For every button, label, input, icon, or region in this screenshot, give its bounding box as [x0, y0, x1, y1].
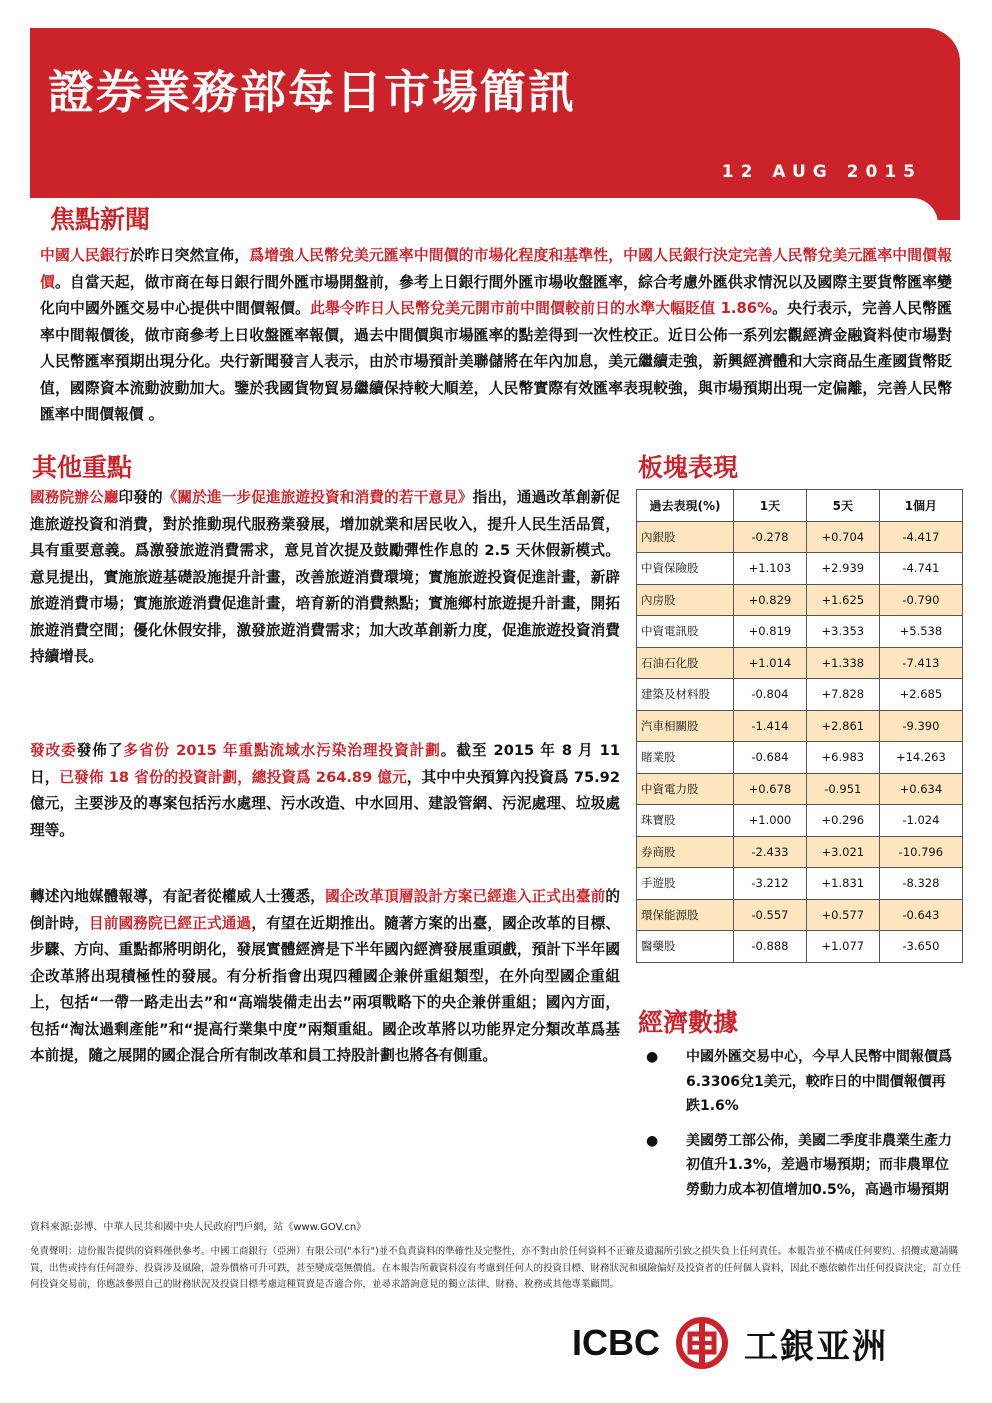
value-1m: +0.634: [879, 773, 962, 805]
paragraph-water-pollution: [30, 738, 620, 844]
value-1d: -0.557: [734, 899, 807, 931]
other-highlights-title: 其他重點: [32, 453, 133, 482]
focus-news-body: [40, 243, 952, 429]
value-1d: +0.819: [734, 616, 807, 648]
value-1d: +1.000: [734, 805, 807, 837]
highlighted-text: 國企改革頂層設計方案已經進入正式出臺前: [325, 888, 606, 905]
table-row: [637, 616, 963, 648]
highlighted-text: 已發佈 18 省份的投資計劃，總投資爲 264.89 億元: [59, 768, 407, 786]
table-row: [637, 899, 963, 931]
body-text: 於昨日突然宣佈，: [129, 247, 250, 264]
highlighted-text: 發改委: [30, 742, 77, 759]
highlighted-text: 此舉令昨日人民幣兌美元開市前中間價較前日的水準大幅貶值 1.86%: [310, 300, 772, 317]
sector-name: 珠寶股: [637, 805, 734, 837]
bullet-icon: ●: [646, 1049, 659, 1065]
focus-tab: [30, 198, 938, 238]
table-row: [637, 931, 963, 963]
value-1m: +5.538: [879, 616, 962, 648]
value-1d: +1.014: [734, 647, 807, 679]
economic-data-list: [640, 1045, 956, 1212]
paragraph-soe-reform: [30, 884, 620, 1070]
value-1d: -0.888: [734, 931, 807, 963]
value-1d: -3.212: [734, 868, 807, 900]
body-text: 印發的: [118, 489, 163, 506]
value-5d: +0.296: [806, 805, 879, 837]
value-1m: -4.417: [879, 521, 962, 553]
value-1d: -0.684: [734, 742, 807, 774]
list-item: [640, 1045, 956, 1119]
value-5d: +1.625: [806, 584, 879, 616]
highlighted-text: 爲增強人民幣兌美元匯率中間價的市場化程度和基準性，中國人民銀行決定完善人民幣兌美元匯率中間價報價: [40, 247, 952, 291]
value-1m: +2.685: [879, 679, 962, 711]
paragraph-tourism: [30, 485, 620, 671]
body-text: ，其中中央預算內投資爲 75.92 億元，主要涉及的專案包括污水處理、污水改造、中水回用、建設管網、污泥處理、垃圾處理等。: [30, 768, 620, 839]
value-1m: -0.790: [879, 584, 962, 616]
value-1m: -3.650: [879, 931, 962, 963]
table-row: [637, 647, 963, 679]
value-5d: +1.831: [806, 868, 879, 900]
value-5d: +3.353: [806, 616, 879, 648]
body-text: ，有望在近期推出。隨著方案的出臺，國企改革的目標、步驟、方向、重點都將明朗化，發展實體經濟是下半年國內經濟發展重頭戲，預計下半年國企改革將出現積極性的發展。有分析指會出現四種國企兼併重組類型，在外向型國企重組上，包括“一帶一路走出去”和“高端裝備走出去”兩項戰略下的央企兼併重組；國內方面，包括“淘汰過剩產能”和“提高行業集中度”兩類重組。國企改革將以功能界定分類改革爲基本前提，隨之展開的國企混合所有制改革和員工持股計劃也將各有側重。: [30, 914, 620, 1064]
bullet-icon: ●: [646, 1132, 659, 1149]
sector-performance-title: 板塊表現: [638, 453, 739, 482]
value-5d: +7.828: [806, 679, 879, 711]
body-text: 指出，通過改革創新促進旅遊投資和消費，對於推動現代服務業發展，增加就業和居民收入，提升人民生活品質，具有重要意義。爲激發旅遊消費需求，意見首次提及鼓勵彈性作息的 2.5 天休假新模式。意見提出，實施旅遊基礎設施提升計畫，改善旅遊消費環境；實施旅遊投資促進計畫，新辟旅遊消費市場；實施旅遊消費促進計畫，培育新的消費熱點；實施鄉村旅遊提升計畫，開拓旅遊消費空間；優化休假安排，激發旅遊消費需求；加大改革創新力度，促進旅遊投資消費持續增長。: [30, 489, 620, 665]
value-1m: +14.263: [879, 742, 962, 774]
value-1m: -1.024: [879, 805, 962, 837]
page-title: 證券業務部每日市場簡訊: [48, 65, 576, 119]
value-1d: -0.804: [734, 679, 807, 711]
sector-name: 中資電訊股: [637, 616, 734, 648]
header-1d: 1天: [734, 490, 807, 522]
value-1m: -9.390: [879, 710, 962, 742]
sector-name: 券商股: [637, 836, 734, 868]
value-5d: +2.861: [806, 710, 879, 742]
value-5d: +1.077: [806, 931, 879, 963]
value-5d: +0.704: [806, 521, 879, 553]
value-1m: -8.328: [879, 868, 962, 900]
body-text: 轉述內地媒體報導，有記者從權威人士獲悉，: [30, 888, 326, 905]
value-5d: +2.939: [806, 553, 879, 585]
list-item: [640, 1129, 956, 1203]
sector-name: 醫藥股: [637, 931, 734, 963]
value-5d: +6.983: [806, 742, 879, 774]
data-source: 資料來源:彭博、中華人民共和國中央人民政府門戶網，站《www.GOV.cn》: [30, 1222, 367, 1233]
table-row: [637, 521, 963, 553]
icbc-emblem-icon: [674, 1315, 730, 1371]
sector-name: 手遊股: [637, 868, 734, 900]
table-row: [637, 679, 963, 711]
sector-name: 汽車相關股: [637, 710, 734, 742]
table-header-row: [637, 490, 963, 522]
disclaimer: 免責聲明：這份報告提供的資料僅供參考。中國工商銀行（亞洲）有限公司("本行")並不負責資料的準確性及完整性，亦不對由於任何資料不正確及遺漏所引致之損失負上任何責任。本報告並不構成任何要約、招攬或邀請購買，出售或持有任何證券、投資涉及風險，證券價格可升可跌，甚至變成毫無價值。在本報告所載資料沒有考慮到任何人的投資目標、財務狀況和風險偏好及投資者的任何個人資料，因此不應依賴作出任何投資決定，訂立任何投資交易前，你應該參照自己的財務狀況及投資目標考慮這種買賣是否適合你，並尋求諮詢意見的獨立法律、財務、稅務或其他專業顧問。: [30, 1246, 962, 1290]
value-5d: -0.951: [806, 773, 879, 805]
header-5d: 5天: [806, 490, 879, 522]
header-1m: 1個月: [879, 490, 962, 522]
body-text: 。截至 2015 年 8 月 11 日，: [30, 742, 620, 786]
body-text: 發佈了: [76, 742, 124, 759]
logo-chinese-name: 工銀亚洲: [744, 1326, 888, 1367]
focus-news-title: 焦點新聞: [50, 205, 151, 234]
sector-name: 內房股: [637, 584, 734, 616]
econ-item-text: 中國外匯交易中心，今早人民幣中間報價爲6.3306兌1美元，較昨日的中間價報價再跌1.6%: [686, 1049, 952, 1114]
econ-item-text: 美國勞工部公佈，美國二季度非農業生產力初值升1.3%，差過市場預期；而非農單位勞動力成本初值增加0.5%，高過市場預期: [686, 1132, 952, 1198]
header-period: 過去表現(%): [637, 490, 734, 522]
table-row: [637, 742, 963, 774]
sector-name: 建築及材料股: [637, 679, 734, 711]
logo-wordmark: ICBC: [572, 1322, 660, 1363]
table-row: [637, 805, 963, 837]
sector-performance-table: [636, 489, 963, 963]
highlighted-text: 中國人民銀行: [40, 247, 130, 264]
sector-name: 中資電力股: [637, 773, 734, 805]
sector-name: 環保能源股: [637, 899, 734, 931]
value-5d: +1.338: [806, 647, 879, 679]
body-text: 。央行表示，完善人民幣匯率中間報價後，做市商參考上日收盤匯率報價，過去中間價與市場匯率的點差得到一次性校正。近日公佈一系列宏觀經濟金融資料使市場對人民幣匯率預期出現分化。央行新聞發言人表示，由於市場預計美聯儲將在年內加息，美元繼續走強，新興經濟體和大宗商品生產國貨幣貶值，國際資本流動波動加大。鑒於我國貨物貿易繼續保持較大順差，人民幣實際有效匯率表現較強，與市場預期出現一定偏離，完善人民幣匯率中間價報價 。: [40, 300, 952, 423]
sector-name: 中資保險股: [637, 553, 734, 585]
highlighted-text: 《關於進一步促進旅遊投資和消費的若干意見》: [162, 489, 473, 506]
table-row: [637, 868, 963, 900]
value-1m: -10.796: [879, 836, 962, 868]
body-text: 。自當天起，做市商在每日銀行間外匯市場開盤前，參考上日銀行間外匯市場收盤匯率，綜合考慮外匯供求情況以及國際主要貨幣匯率變化向中國外匯交易中心提供中間價報價。: [40, 273, 952, 317]
value-5d: +0.577: [806, 899, 879, 931]
value-1d: +0.829: [734, 584, 807, 616]
economic-data-title: 經濟數據: [638, 1008, 739, 1037]
highlighted-text: 目前國務院已經正式通過: [89, 914, 252, 932]
highlighted-text: 多省份 2015 年重點流域水污染治理投資計劃: [123, 742, 441, 759]
value-1d: +0.678: [734, 773, 807, 805]
body-text: 的倒計時，: [30, 888, 620, 932]
value-1d: -2.433: [734, 836, 807, 868]
table-row: [637, 584, 963, 616]
table-row: [637, 710, 963, 742]
highlighted-text: 國務院辦公廳: [30, 489, 119, 506]
table-row: [637, 836, 963, 868]
table-row: [637, 553, 963, 585]
value-1d: -0.278: [734, 521, 807, 553]
sector-name: 賭業股: [637, 742, 734, 774]
value-1d: +1.103: [734, 553, 807, 585]
table-row: [637, 773, 963, 805]
value-1d: -1.414: [734, 710, 807, 742]
value-1m: -7.413: [879, 647, 962, 679]
sector-name: 石油石化股: [637, 647, 734, 679]
report-date: 12 AUG 2015: [721, 162, 922, 182]
sector-name: 內銀股: [637, 521, 734, 553]
icbc-logo: [572, 1318, 888, 1368]
value-5d: +3.021: [806, 836, 879, 868]
value-1m: -0.643: [879, 899, 962, 931]
value-1m: -4.741: [879, 553, 962, 585]
